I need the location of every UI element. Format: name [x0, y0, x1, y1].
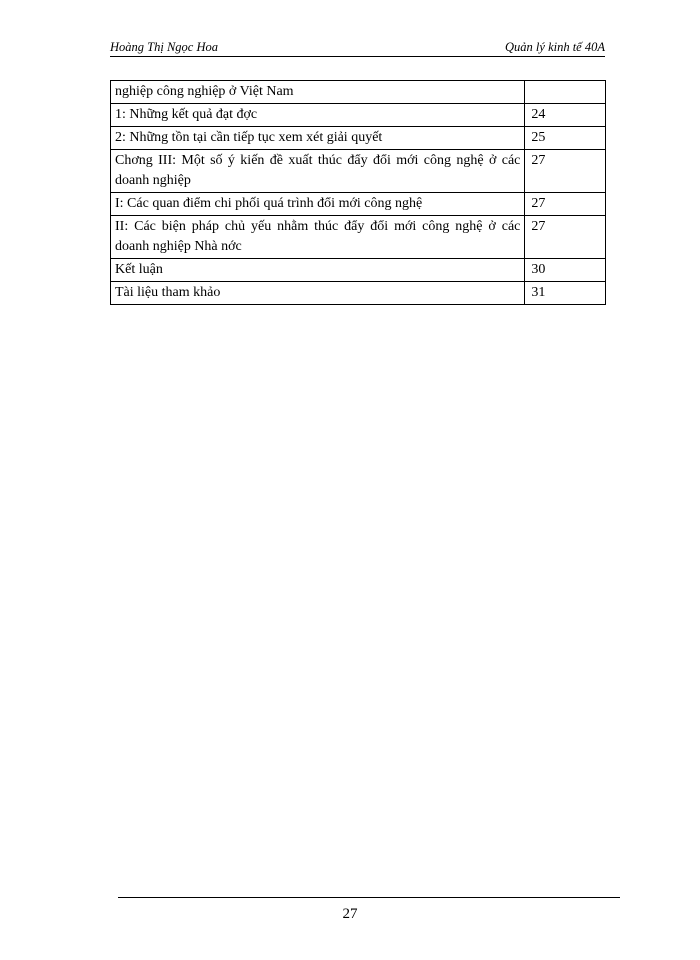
toc-entry-page [525, 81, 606, 104]
toc-row [111, 150, 606, 193]
toc-entry-title: 1: Những kết quả đạt đợc [111, 104, 525, 127]
toc-entry-title: Chơng III: Một số ý kiến đề xuất thúc đẩy đổi mới công nghệ ở các doanh nghiệp [111, 150, 525, 193]
toc-entry-page: 27 [525, 150, 606, 193]
toc-entry-page: 27 [525, 216, 606, 259]
header-author: Hoàng Thị Ngọc Hoa [110, 40, 218, 54]
toc-entry-page: 27 [525, 193, 606, 216]
toc-entry-page: 24 [525, 104, 606, 127]
toc-entry-title: Kết luận [111, 259, 525, 282]
toc-row [111, 282, 606, 305]
page-number: 27 [342, 906, 358, 922]
page-header [110, 36, 605, 57]
table-of-contents [110, 80, 606, 305]
toc-entry-title: 2: Những tồn tại cần tiếp tục xem xét giải quyết [111, 127, 525, 150]
toc-entry-page: 30 [525, 259, 606, 282]
toc-entry-title: I: Các quan điểm chi phối quá trình đổi mới công nghệ [111, 193, 525, 216]
toc-row [111, 259, 606, 282]
header-class: Quản lý kinh tế 40A [505, 40, 605, 54]
toc-row [111, 81, 606, 104]
toc-entry-page: 31 [525, 282, 606, 305]
toc-row [111, 104, 606, 127]
toc-entry-title: Tài liệu tham khảo [111, 282, 525, 305]
toc-row [111, 193, 606, 216]
toc-row [111, 216, 606, 259]
footer-divider [118, 897, 620, 898]
toc-row [111, 127, 606, 150]
toc-entry-title: II: Các biện pháp chủ yếu nhằm thúc đẩy đổi mới công nghệ ở các doanh nghiệp Nhà nớc [111, 216, 525, 259]
toc-entry-title: nghiệp công nghiệp ở Việt Nam [111, 81, 525, 104]
toc-entry-page: 25 [525, 127, 606, 150]
